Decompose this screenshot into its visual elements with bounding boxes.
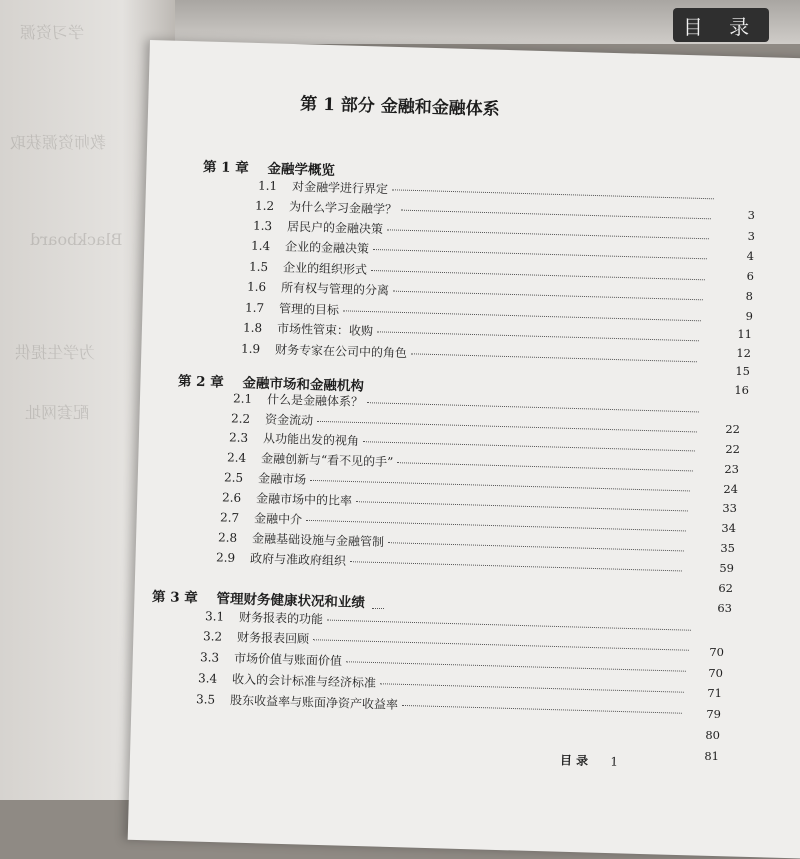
section-number: 3.1 [204, 609, 225, 624]
dot-leader [371, 270, 705, 280]
dot-leader [363, 441, 695, 451]
page-number: 8 [745, 289, 753, 303]
section-title: 什么是金融体系？ [266, 392, 364, 410]
section-title: 政府与准政府组织 [249, 551, 347, 569]
page-footer [560, 751, 618, 770]
section-title: 财务专家在公司中的角色 [274, 342, 408, 361]
page-number: 16 [734, 383, 749, 397]
section-title: 财务报表的功能 [238, 610, 324, 627]
section-number: 2.4 [226, 450, 247, 465]
show-through-text: 学习资源 [20, 23, 85, 42]
chapter-number: 第 3 章 [151, 589, 198, 607]
chapter-title: 管理财务健康状况和业绩 [216, 590, 366, 611]
dot-leader [367, 402, 699, 412]
dot-leader [350, 561, 682, 571]
section-title: 市场价值与账面价值 [233, 651, 343, 669]
page-number: 62 [718, 581, 733, 595]
section-title: 为什么学习金融学？ [288, 199, 398, 217]
section-number: 3.2 [202, 629, 223, 644]
chapter-number: 第 1 章 [202, 159, 249, 177]
section-number: 1.8 [242, 320, 263, 336]
section-title: 资金流动 [264, 412, 314, 428]
section-number: 3.5 [195, 692, 216, 707]
page-number: 22 [725, 422, 740, 436]
section-number: 2.3 [228, 430, 249, 445]
section-number: 3.4 [197, 671, 218, 686]
section-title: 居民户的金融决策 [286, 219, 384, 237]
chapter-number: 第 2 章 [177, 373, 224, 391]
show-through-text: 教师资源获取 [10, 133, 107, 152]
show-through-text: 为学生提供 [15, 343, 96, 362]
dot-leader [392, 189, 714, 199]
dot-leader [380, 683, 684, 692]
section-number: 1.6 [246, 279, 267, 295]
show-through-text: 配套网址 [25, 403, 90, 422]
page-number: 24 [723, 482, 738, 496]
show-through-text: Blackboard [30, 230, 123, 249]
section-title: 金融市场 [257, 471, 307, 487]
section-number: 1.9 [240, 341, 261, 357]
section-number: 1.3 [252, 218, 273, 234]
footer-label: 目 录 [559, 753, 589, 768]
section-title: 金融创新与“看不见的手” [260, 451, 394, 470]
page-number: 71 [707, 686, 722, 700]
dot-leader [411, 353, 697, 362]
chapter-title: 金融市场和金融机构 [242, 375, 365, 395]
section-number: 1.7 [244, 300, 265, 316]
section-number: 2.6 [221, 490, 242, 505]
section-number: 2.2 [230, 411, 251, 426]
dot-leader [373, 249, 707, 259]
page-number: 11 [737, 327, 752, 341]
page-number: 34 [721, 521, 736, 535]
page-number: 4 [746, 249, 754, 263]
dot-leader [401, 210, 711, 220]
page-number: 9 [745, 309, 753, 323]
section-title: 收入的会计标准与经济标准 [231, 672, 377, 691]
dot-leader [388, 542, 684, 551]
section-title: 金融市场中的比率 [255, 491, 353, 509]
section-number: 2.7 [219, 510, 240, 525]
dot-leader [377, 331, 699, 341]
page-number: 63 [717, 601, 732, 615]
dot-leader [393, 291, 703, 301]
dot-leader [356, 501, 688, 511]
page-number: 70 [708, 666, 723, 680]
footer-page-number: 1 [610, 754, 619, 769]
dot-leader [397, 462, 693, 471]
section-title: 股东收益率与账面净资产收益率 [229, 693, 399, 712]
dot-leader [402, 705, 682, 714]
page-number: 22 [725, 442, 740, 456]
page-number: 35 [720, 541, 735, 555]
section-title: 企业的组织形式 [282, 260, 368, 277]
page-number: 80 [705, 728, 720, 742]
page-number: 6 [746, 269, 754, 283]
page-number: 3 [747, 208, 755, 222]
section-title: 对金融学进行界定 [291, 179, 389, 197]
section-number: 1.5 [248, 259, 269, 275]
section-title: 金融基础设施与金融管制 [251, 531, 385, 550]
page-number: 59 [719, 561, 734, 575]
page-number: 3 [747, 229, 755, 243]
section-title: 市场性管束：收购 [276, 321, 374, 339]
section-title: 所有权与管理的分离 [280, 280, 390, 298]
page-number: 79 [706, 707, 721, 721]
section-number: 2.5 [223, 470, 244, 485]
part-title: 第 1 部分 金融和金融体系 [299, 94, 500, 120]
dot-leader [327, 620, 691, 631]
section-number: 1.2 [254, 198, 275, 214]
page-number: 15 [735, 364, 750, 378]
section-title: 企业的金融决策 [284, 239, 370, 256]
section-title: 管理的目标 [278, 301, 340, 318]
section-number: 2.8 [217, 530, 238, 545]
section-title: 金融中介 [253, 511, 303, 527]
section-title: 从功能出发的视角 [262, 431, 360, 449]
chapter-heading [203, 155, 336, 179]
section-title: 财务报表回顾 [236, 630, 310, 647]
page-number: 12 [736, 346, 751, 360]
page-number: 33 [722, 501, 737, 515]
section-number: 2.1 [232, 391, 253, 406]
section-number: 1.4 [250, 238, 271, 254]
section-header-badge: 目 录 [673, 8, 769, 42]
dot-leader [387, 229, 709, 239]
page-number: 81 [704, 749, 719, 763]
dot-leader [346, 661, 686, 671]
page-number: 23 [724, 462, 739, 476]
section-number: 3.3 [199, 650, 220, 665]
dot-leader [343, 310, 701, 321]
section-number: 2.9 [215, 550, 236, 565]
page-number: 70 [709, 645, 724, 659]
section-number: 1.1 [257, 178, 278, 194]
chapter-title: 金融学概览 [267, 160, 336, 179]
